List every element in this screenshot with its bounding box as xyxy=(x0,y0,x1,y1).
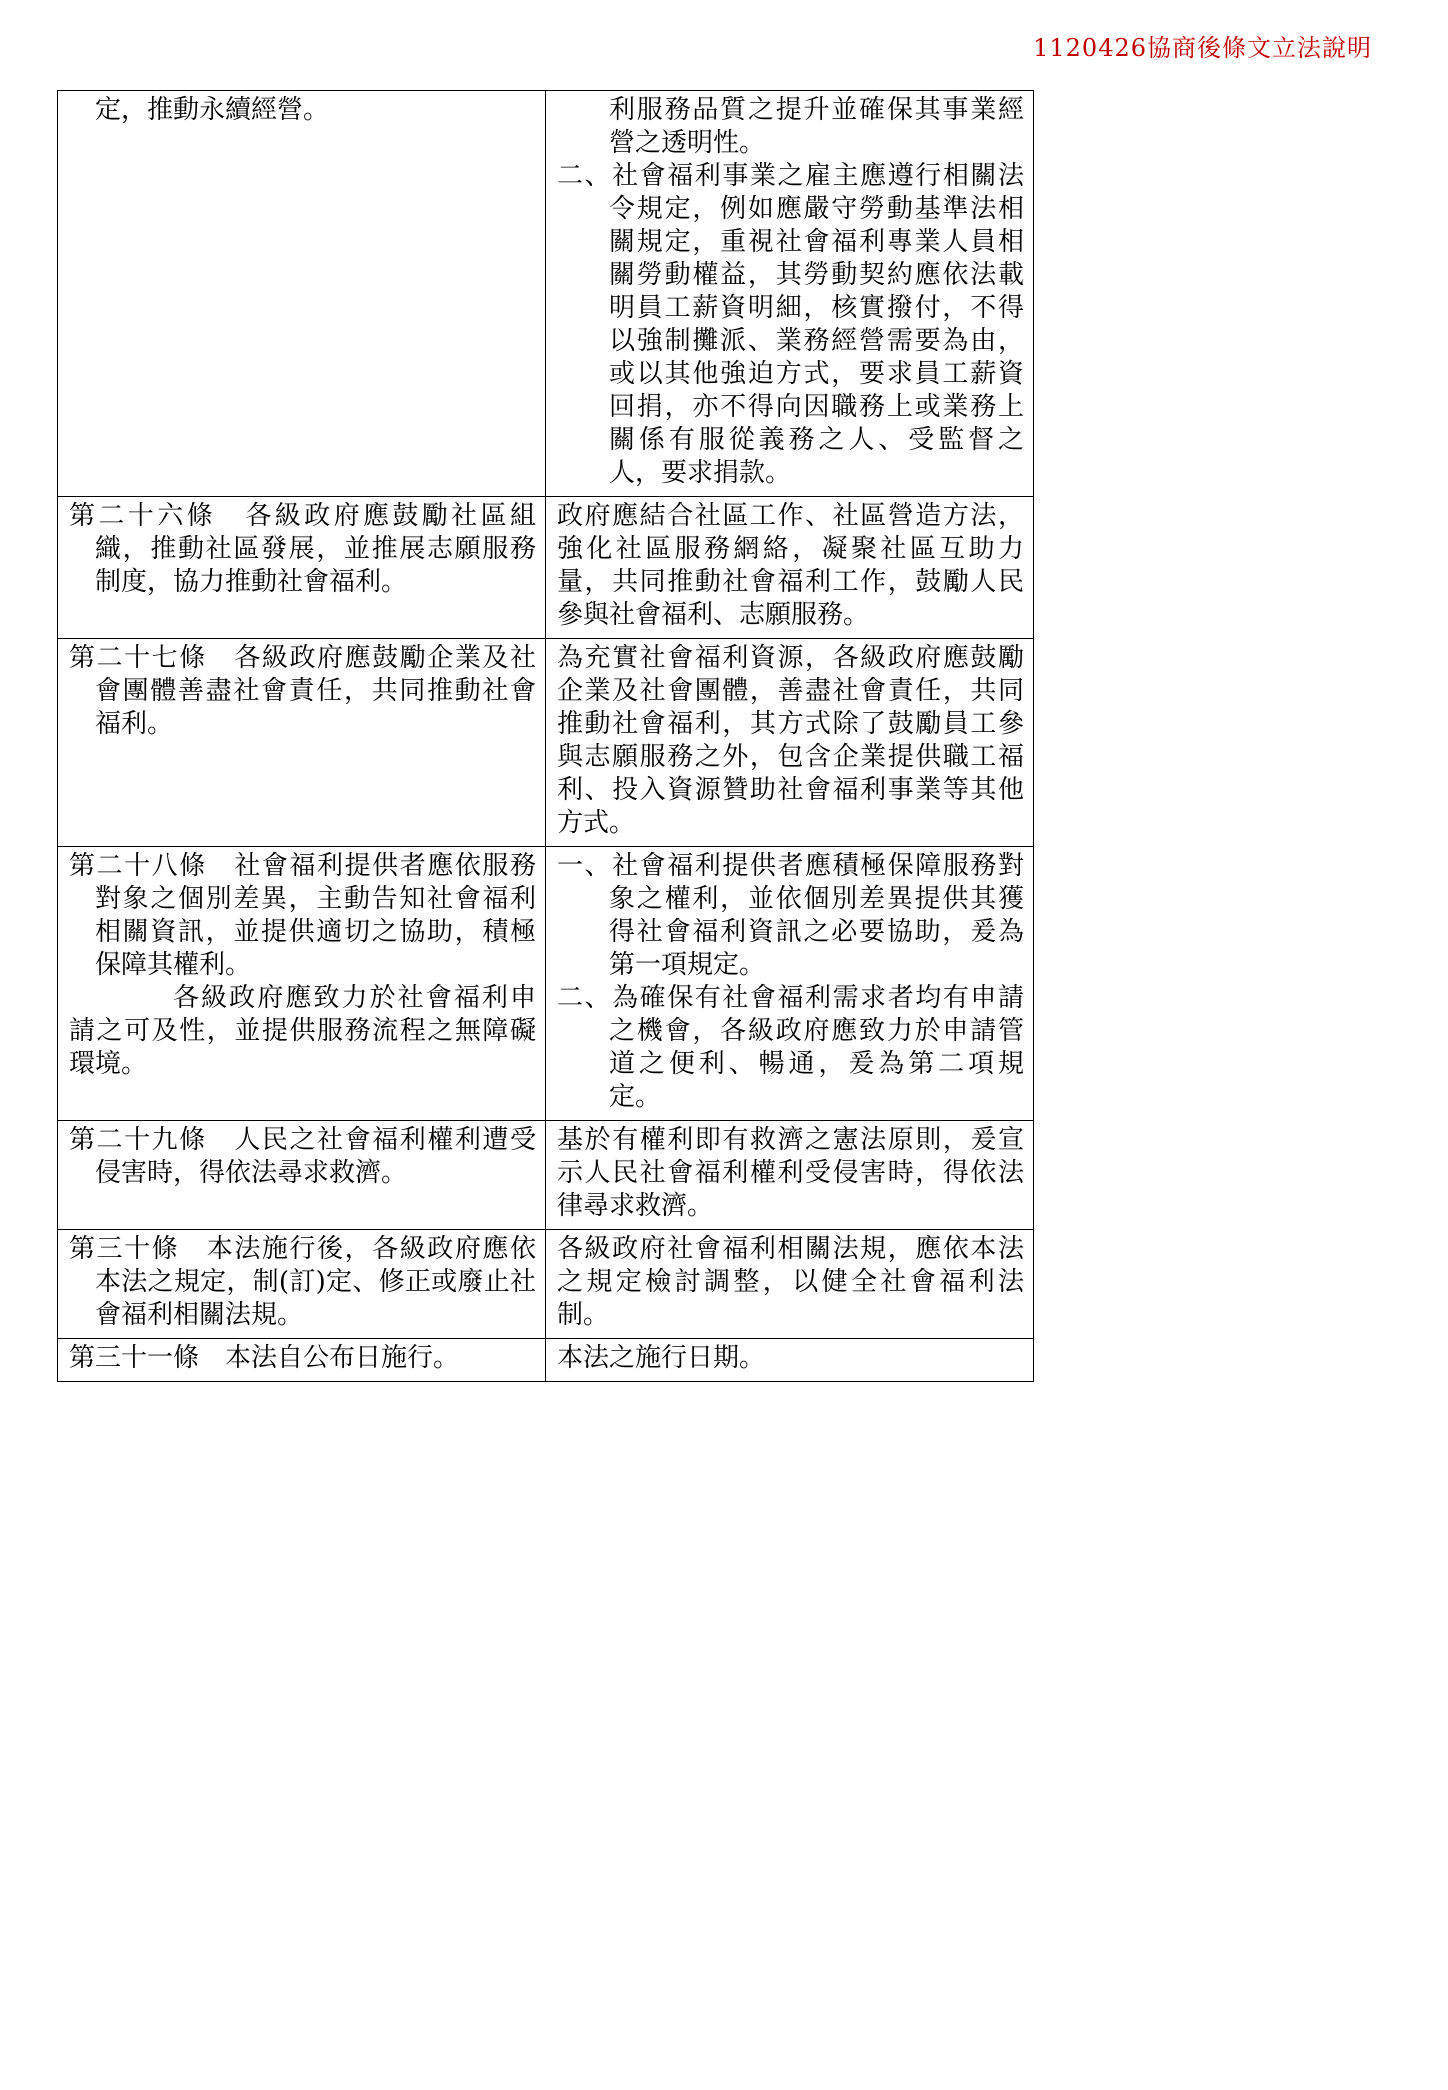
explanation-paragraph: 為充實社會福利資源，各級政府應鼓勵企業及社會團體，善盡社會責任，共同推動社會福利，其方式除了鼓勵員工參與志願服務之外，包含企業提供職工福利、投入資源贊助社會福利事業等其他方式。 xyxy=(557,643,1024,838)
article-cell xyxy=(58,1230,546,1339)
document-header-label: 1120426協商後條文立法說明 xyxy=(1033,34,1372,62)
article-cell xyxy=(58,639,546,847)
explanation-cell xyxy=(546,91,1034,497)
explanation-paragraph: 二、為確保有社會福利需求者均有申請之機會，各級政府應致力於申請管道之便利、暢通，爰為第二項規定。 xyxy=(557,983,1024,1112)
explanation-paragraph: 基於有權利即有救濟之憲法原則，爰宣示人民社會福利權利受侵害時，得依法律尋求救濟。 xyxy=(557,1125,1024,1221)
explanation-cell xyxy=(546,639,1034,847)
explanation-cell xyxy=(546,1339,1034,1382)
explanation-cell xyxy=(546,497,1034,639)
article-cell xyxy=(58,91,546,497)
article-paragraph: 第二十七條 各級政府應鼓勵企業及社會團體善盡社會責任，共同推動社會福利。 xyxy=(69,643,536,739)
explanation-cell xyxy=(546,1121,1034,1230)
article-paragraph: 第三十條 本法施行後，各級政府應依本法之規定，制(訂)定、修正或廢止社會福利相關法規。 xyxy=(69,1234,536,1330)
article-cell xyxy=(58,497,546,639)
article-cell xyxy=(58,1121,546,1230)
table-row xyxy=(58,1121,1034,1230)
table-row xyxy=(58,847,1034,1121)
table-row xyxy=(58,1339,1034,1382)
article-paragraph: 第三十一條 本法自公布日施行。 xyxy=(69,1343,460,1373)
article-paragraph: 各級政府應致力於社會福利申請之可及性，並提供服務流程之無障礙環境。 xyxy=(69,983,536,1079)
article-cell xyxy=(58,847,546,1121)
article-cell xyxy=(58,1339,546,1382)
law-comparison-table xyxy=(57,90,1034,1382)
article-paragraph: 第二十六條 各級政府應鼓勵社區組織，推動社區發展，並推展志願服務制度，協力推動社會福利。 xyxy=(69,501,536,597)
explanation-paragraph: 本法之施行日期。 xyxy=(557,1343,766,1373)
explanation-paragraph: 利服務品質之提升並確保其事業經營之透明性。 xyxy=(609,95,1024,158)
explanation-paragraph: 各級政府社會福利相關法規，應依本法之規定檢討調整，以健全社會福利法制。 xyxy=(557,1234,1024,1330)
explanation-cell xyxy=(546,847,1034,1121)
table-row xyxy=(58,1230,1034,1339)
explanation-paragraph: 一、社會福利提供者應積極保障服務對象之權利，並依個別差異提供其獲得社會福利資訊之必要協助，爰為第一項規定。 xyxy=(557,851,1024,980)
table-row xyxy=(58,639,1034,847)
table-row xyxy=(58,497,1034,639)
law-table-body xyxy=(58,91,1034,1382)
table-row xyxy=(58,91,1034,497)
article-paragraph: 第二十八條 社會福利提供者應依服務對象之個別差異，主動告知社會福利相關資訊，並提供適切之協助，積極保障其權利。 xyxy=(69,851,536,980)
explanation-paragraph: 二、社會福利事業之雇主應遵行相關法令規定，例如應嚴守勞動基準法相關規定，重視社會福利專業人員相關勞動權益，其勞動契約應依法載明員工薪資明細，核實撥付，不得以強制攤派、業務經營需要為由，或以其他強迫方式，要求員工薪資回捐，亦不得向因職務上或業務上關係有服從義務之人、受監督之人，要求捐款。 xyxy=(557,161,1024,488)
article-paragraph: 第二十九條 人民之社會福利權利遭受侵害時，得依法尋求救濟。 xyxy=(69,1125,536,1188)
explanation-paragraph: 政府應結合社區工作、社區營造方法，強化社區服務網絡，凝聚社區互助力量，共同推動社會福利工作，鼓勵人民參與社會福利、志願服務。 xyxy=(557,501,1024,630)
explanation-cell xyxy=(546,1230,1034,1339)
article-paragraph: 定，推動永續經營。 xyxy=(95,95,330,125)
